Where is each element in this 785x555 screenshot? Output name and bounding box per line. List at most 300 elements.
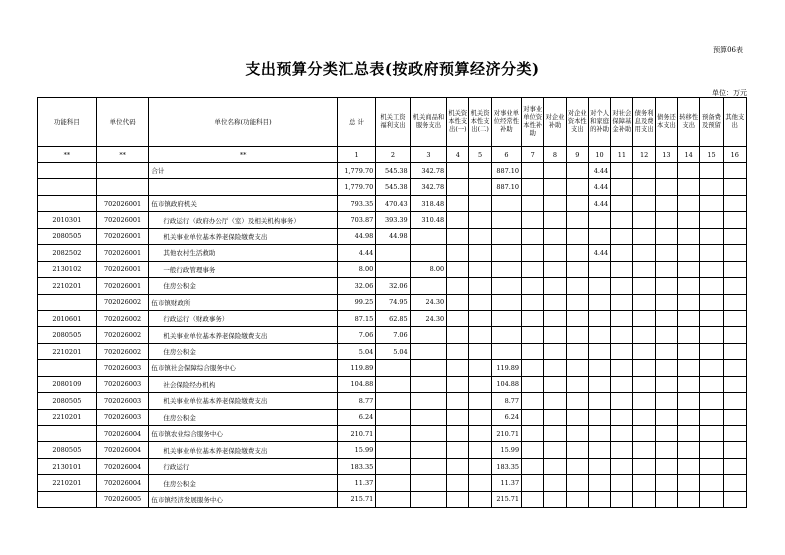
col-11-cell — [611, 261, 633, 277]
unit-name-cell: 住房公积金 — [149, 343, 337, 359]
func-code-cell: 2210201 — [38, 343, 97, 359]
col-12-cell — [633, 491, 655, 507]
col-7-cell — [522, 376, 544, 392]
col-3-cell — [410, 442, 446, 458]
col-9-cell — [566, 195, 588, 211]
col-7-cell — [522, 442, 544, 458]
col-16-cell — [723, 393, 746, 409]
col-11-cell — [611, 409, 633, 425]
col-4-cell — [447, 426, 469, 442]
col-4-cell — [447, 179, 469, 195]
col-15-cell — [700, 212, 723, 228]
col-5-cell — [469, 442, 491, 458]
col-8-cell — [544, 327, 566, 343]
col-8-cell — [544, 409, 566, 425]
col-16-cell — [723, 327, 746, 343]
col-9-cell — [566, 163, 588, 179]
index-cell: 6 — [491, 147, 521, 163]
col-10-cell — [588, 327, 610, 343]
col-14-cell — [678, 294, 700, 310]
index-cell: 5 — [469, 147, 491, 163]
col-10-cell — [588, 409, 610, 425]
col-14-cell — [678, 212, 700, 228]
col-8-cell — [544, 343, 566, 359]
col-4-cell — [447, 393, 469, 409]
total-cell: 4.44 — [337, 245, 375, 261]
col-13-cell — [655, 475, 677, 491]
func-code-cell: 2080505 — [38, 327, 97, 343]
col-15-cell — [700, 458, 723, 474]
col-7-cell — [522, 475, 544, 491]
func-code-cell: 2210201 — [38, 475, 97, 491]
col-6-cell — [491, 327, 521, 343]
func-code-cell: 2010601 — [38, 310, 97, 326]
table-row — [38, 245, 747, 261]
col-12-cell — [633, 261, 655, 277]
unit-code-cell: 702026004 — [96, 475, 149, 491]
col-13-cell — [655, 195, 677, 211]
total-cell: 703.87 — [337, 212, 375, 228]
col-14-cell — [678, 245, 700, 261]
col-4-cell — [447, 245, 469, 261]
col-8-cell — [544, 195, 566, 211]
col-5-cell — [469, 228, 491, 244]
col-9-cell — [566, 179, 588, 195]
unit-code-cell: 702026001 — [96, 195, 149, 211]
col-3-cell — [410, 376, 446, 392]
col-8-cell — [544, 212, 566, 228]
col-8-cell — [544, 179, 566, 195]
col-5-cell — [469, 212, 491, 228]
unit-name-cell: 行政运行（政府办公厅（室）及相关机构事务） — [149, 212, 337, 228]
col-5-cell — [469, 278, 491, 294]
col-2-cell: 393.39 — [376, 212, 410, 228]
col-16-cell — [723, 426, 746, 442]
table-row — [38, 475, 747, 491]
func-code-cell: 2080109 — [38, 376, 97, 392]
unit-code-cell: 702026001 — [96, 261, 149, 277]
func-code-cell: 2130101 — [38, 458, 97, 474]
col-8-cell — [544, 163, 566, 179]
unit-name-cell: 机关事业单位基本养老保险缴费支出 — [149, 228, 337, 244]
unit-name-cell — [149, 179, 337, 195]
unit-code-cell: 702026001 — [96, 228, 149, 244]
expenditure-table — [37, 97, 747, 508]
col-16-cell — [723, 179, 746, 195]
col-3-cell: 318.48 — [410, 195, 446, 211]
unit-code-cell: 702026004 — [96, 426, 149, 442]
col-2-cell — [376, 458, 410, 474]
col-14-cell — [678, 179, 700, 195]
col-6-cell — [491, 294, 521, 310]
col-7-cell — [522, 278, 544, 294]
col-6-cell — [491, 310, 521, 326]
col-15-cell — [700, 245, 723, 261]
col-7-cell — [522, 310, 544, 326]
header-col-11: 对社会保障基金补助 — [611, 98, 633, 147]
col-15-cell — [700, 376, 723, 392]
unit-name-cell: 伍市镇经济发展服务中心 — [149, 491, 337, 507]
table-row — [38, 393, 747, 409]
col-12-cell — [633, 426, 655, 442]
col-5-cell — [469, 294, 491, 310]
col-5-cell — [469, 163, 491, 179]
func-code-cell: 2130102 — [38, 261, 97, 277]
col-2-cell — [376, 376, 410, 392]
col-16-cell — [723, 195, 746, 211]
col-10-cell — [588, 228, 610, 244]
index-cell: 13 — [655, 147, 677, 163]
col-11-cell — [611, 294, 633, 310]
col-13-cell — [655, 310, 677, 326]
col-11-cell — [611, 426, 633, 442]
unit-name-cell: 机关事业单位基本养老保险缴费支出 — [149, 393, 337, 409]
col-10-cell — [588, 491, 610, 507]
unit-name-cell: 住房公积金 — [149, 278, 337, 294]
col-5-cell — [469, 491, 491, 507]
col-3-cell — [410, 409, 446, 425]
col-8-cell — [544, 261, 566, 277]
index-cell: ** — [38, 147, 97, 163]
col-3-cell: 24.30 — [410, 310, 446, 326]
unit-name-cell: 行政运行 — [149, 458, 337, 474]
col-13-cell — [655, 245, 677, 261]
col-7-cell — [522, 327, 544, 343]
total-cell: 6.24 — [337, 409, 375, 425]
col-12-cell — [633, 294, 655, 310]
col-9-cell — [566, 294, 588, 310]
func-code-cell: 2210201 — [38, 278, 97, 294]
col-7-cell — [522, 491, 544, 507]
col-10-cell: 4.44 — [588, 195, 610, 211]
col-2-cell: 5.04 — [376, 343, 410, 359]
col-16-cell — [723, 245, 746, 261]
unit-code-cell: 702026001 — [96, 245, 149, 261]
col-10-cell — [588, 343, 610, 359]
unit-code-cell: 702026003 — [96, 393, 149, 409]
index-cell: 4 — [447, 147, 469, 163]
col-16-cell — [723, 294, 746, 310]
unit-name-cell: 行政运行（财政事务） — [149, 310, 337, 326]
page-title: 支出预算分类汇总表(按政府预算经济分类) — [245, 60, 540, 78]
index-cell: 9 — [566, 147, 588, 163]
header-col-9: 对企业资本性支出 — [566, 98, 588, 147]
col-13-cell — [655, 426, 677, 442]
col-12-cell — [633, 195, 655, 211]
unit-name-cell: 住房公积金 — [149, 409, 337, 425]
col-4-cell — [447, 409, 469, 425]
form-number: 预算06表 — [713, 46, 743, 54]
col-6-cell: 215.71 — [491, 491, 521, 507]
col-5-cell — [469, 475, 491, 491]
col-2-cell: 32.06 — [376, 278, 410, 294]
col-10-cell — [588, 212, 610, 228]
func-code-cell — [38, 163, 97, 179]
col-15-cell — [700, 327, 723, 343]
col-10-cell — [588, 294, 610, 310]
col-11-cell — [611, 343, 633, 359]
func-code-cell — [38, 179, 97, 195]
col-7-cell — [522, 228, 544, 244]
col-14-cell — [678, 228, 700, 244]
col-6-cell: 15.99 — [491, 442, 521, 458]
col-12-cell — [633, 360, 655, 376]
col-8-cell — [544, 310, 566, 326]
col-6-cell — [491, 228, 521, 244]
col-5-cell — [469, 458, 491, 474]
col-10-cell — [588, 393, 610, 409]
total-cell: 1,779.70 — [337, 179, 375, 195]
total-cell: 99.25 — [337, 294, 375, 310]
col-8-cell — [544, 278, 566, 294]
col-14-cell — [678, 458, 700, 474]
index-cell: 11 — [611, 147, 633, 163]
func-code-cell: 2080505 — [38, 442, 97, 458]
col-6-cell: 210.71 — [491, 426, 521, 442]
col-10-cell — [588, 458, 610, 474]
col-13-cell — [655, 163, 677, 179]
col-10-cell: 4.44 — [588, 163, 610, 179]
col-4-cell — [447, 442, 469, 458]
table-row — [38, 310, 747, 326]
col-2-cell — [376, 442, 410, 458]
col-16-cell — [723, 458, 746, 474]
col-13-cell — [655, 442, 677, 458]
col-4-cell — [447, 212, 469, 228]
col-7-cell — [522, 245, 544, 261]
unit-name-cell: 伍市镇农业综合服务中心 — [149, 426, 337, 442]
col-3-cell: 8.00 — [410, 261, 446, 277]
col-10-cell — [588, 426, 610, 442]
col-14-cell — [678, 310, 700, 326]
index-cell: 3 — [410, 147, 446, 163]
col-2-cell: 545.38 — [376, 163, 410, 179]
table-row — [38, 228, 747, 244]
col-14-cell — [678, 261, 700, 277]
col-2-cell — [376, 245, 410, 261]
col-4-cell — [447, 261, 469, 277]
unit-name-cell: 伍市镇财政所 — [149, 294, 337, 310]
col-15-cell — [700, 179, 723, 195]
col-5-cell — [469, 195, 491, 211]
total-cell: 5.04 — [337, 343, 375, 359]
col-13-cell — [655, 212, 677, 228]
col-14-cell — [678, 376, 700, 392]
col-15-cell — [700, 426, 723, 442]
col-10-cell — [588, 360, 610, 376]
col-15-cell — [700, 163, 723, 179]
func-code-cell: 2082502 — [38, 245, 97, 261]
col-2-cell — [376, 426, 410, 442]
col-7-cell — [522, 212, 544, 228]
unit-name-cell: 其他农村生活救助 — [149, 245, 337, 261]
col-11-cell — [611, 245, 633, 261]
total-cell: 793.35 — [337, 195, 375, 211]
col-6-cell — [491, 278, 521, 294]
total-cell: 32.06 — [337, 278, 375, 294]
col-9-cell — [566, 360, 588, 376]
total-cell: 183.35 — [337, 458, 375, 474]
table-row — [38, 212, 747, 228]
col-10-cell — [588, 261, 610, 277]
col-5-cell — [469, 310, 491, 326]
col-16-cell — [723, 163, 746, 179]
col-13-cell — [655, 261, 677, 277]
header-func: 功能科目 — [38, 98, 97, 147]
col-15-cell — [700, 278, 723, 294]
col-3-cell — [410, 475, 446, 491]
col-15-cell — [700, 409, 723, 425]
col-2-cell — [376, 393, 410, 409]
col-14-cell — [678, 163, 700, 179]
unit-code-cell: 702026004 — [96, 458, 149, 474]
col-13-cell — [655, 327, 677, 343]
total-cell: 119.89 — [337, 360, 375, 376]
col-15-cell — [700, 310, 723, 326]
col-7-cell — [522, 409, 544, 425]
header-col-8: 对企业补助 — [544, 98, 566, 147]
col-16-cell — [723, 278, 746, 294]
unit-code-cell: 702026003 — [96, 376, 149, 392]
index-cell: 14 — [678, 147, 700, 163]
total-cell: 15.99 — [337, 442, 375, 458]
col-14-cell — [678, 360, 700, 376]
header-col-15: 预备费及预留 — [700, 98, 723, 147]
col-9-cell — [566, 376, 588, 392]
table-row — [38, 442, 747, 458]
col-12-cell — [633, 458, 655, 474]
col-5-cell — [469, 179, 491, 195]
col-12-cell — [633, 393, 655, 409]
col-7-cell — [522, 179, 544, 195]
col-12-cell — [633, 409, 655, 425]
col-7-cell — [522, 195, 544, 211]
col-9-cell — [566, 475, 588, 491]
col-13-cell — [655, 343, 677, 359]
col-8-cell — [544, 442, 566, 458]
col-16-cell — [723, 475, 746, 491]
col-7-cell — [522, 343, 544, 359]
col-5-cell — [469, 360, 491, 376]
col-5-cell — [469, 327, 491, 343]
col-13-cell — [655, 228, 677, 244]
table-row — [38, 195, 747, 211]
col-14-cell — [678, 278, 700, 294]
col-12-cell — [633, 278, 655, 294]
col-15-cell — [700, 360, 723, 376]
col-11-cell — [611, 475, 633, 491]
func-code-cell: 2210201 — [38, 409, 97, 425]
col-2-cell — [376, 360, 410, 376]
header-col-16: 其他支出 — [723, 98, 746, 147]
header-row — [38, 98, 747, 147]
col-8-cell — [544, 475, 566, 491]
col-13-cell — [655, 179, 677, 195]
col-8-cell — [544, 294, 566, 310]
col-6-cell: 887.10 — [491, 163, 521, 179]
col-13-cell — [655, 393, 677, 409]
col-8-cell — [544, 458, 566, 474]
total-cell: 87.15 — [337, 310, 375, 326]
total-cell: 210.71 — [337, 426, 375, 442]
index-cell: 10 — [588, 147, 610, 163]
table-row — [38, 343, 747, 359]
total-cell: 8.00 — [337, 261, 375, 277]
col-16-cell — [723, 310, 746, 326]
col-2-cell: 44.98 — [376, 228, 410, 244]
col-6-cell — [491, 195, 521, 211]
col-9-cell — [566, 458, 588, 474]
table-row — [38, 360, 747, 376]
unit-name-cell: 伍市镇政府机关 — [149, 195, 337, 211]
col-11-cell — [611, 360, 633, 376]
col-5-cell — [469, 261, 491, 277]
col-6-cell: 11.37 — [491, 475, 521, 491]
col-12-cell — [633, 327, 655, 343]
col-13-cell — [655, 360, 677, 376]
col-11-cell — [611, 278, 633, 294]
unit-name-cell: 社会保险经办机构 — [149, 376, 337, 392]
unit-code-cell: 702026002 — [96, 327, 149, 343]
col-10-cell: 4.44 — [588, 245, 610, 261]
col-9-cell — [566, 491, 588, 507]
col-8-cell — [544, 360, 566, 376]
header-total: 总 计 — [337, 98, 375, 147]
col-8-cell — [544, 491, 566, 507]
col-10-cell — [588, 310, 610, 326]
table-row — [38, 294, 747, 310]
col-12-cell — [633, 376, 655, 392]
table-row — [38, 327, 747, 343]
unit-code-cell: 702026001 — [96, 212, 149, 228]
col-9-cell — [566, 228, 588, 244]
col-15-cell — [700, 442, 723, 458]
col-4-cell — [447, 163, 469, 179]
col-10-cell: 4.44 — [588, 179, 610, 195]
col-3-cell — [410, 327, 446, 343]
col-15-cell — [700, 491, 723, 507]
col-4-cell — [447, 310, 469, 326]
table-row — [38, 426, 747, 442]
unit-code-cell: 702026002 — [96, 294, 149, 310]
col-11-cell — [611, 458, 633, 474]
index-cell: 15 — [700, 147, 723, 163]
total-cell: 8.77 — [337, 393, 375, 409]
col-6-cell: 183.35 — [491, 458, 521, 474]
col-13-cell — [655, 409, 677, 425]
col-10-cell — [588, 442, 610, 458]
col-4-cell — [447, 343, 469, 359]
col-3-cell — [410, 393, 446, 409]
col-2-cell: 545.38 — [376, 179, 410, 195]
col-16-cell — [723, 343, 746, 359]
col-4-cell — [447, 278, 469, 294]
col-16-cell — [723, 442, 746, 458]
unit-name-cell: 一般行政管理事务 — [149, 261, 337, 277]
index-cell: ** — [96, 147, 149, 163]
col-16-cell — [723, 376, 746, 392]
func-code-cell: 2010301 — [38, 212, 97, 228]
col-4-cell — [447, 491, 469, 507]
header-code: 单位代码 — [96, 98, 149, 147]
header-col-7: 对事业单位资本性补助 — [522, 98, 544, 147]
col-6-cell: 887.10 — [491, 179, 521, 195]
col-14-cell — [678, 409, 700, 425]
col-2-cell: 7.06 — [376, 327, 410, 343]
col-9-cell — [566, 310, 588, 326]
col-9-cell — [566, 327, 588, 343]
unit-code-cell: 702026002 — [96, 343, 149, 359]
